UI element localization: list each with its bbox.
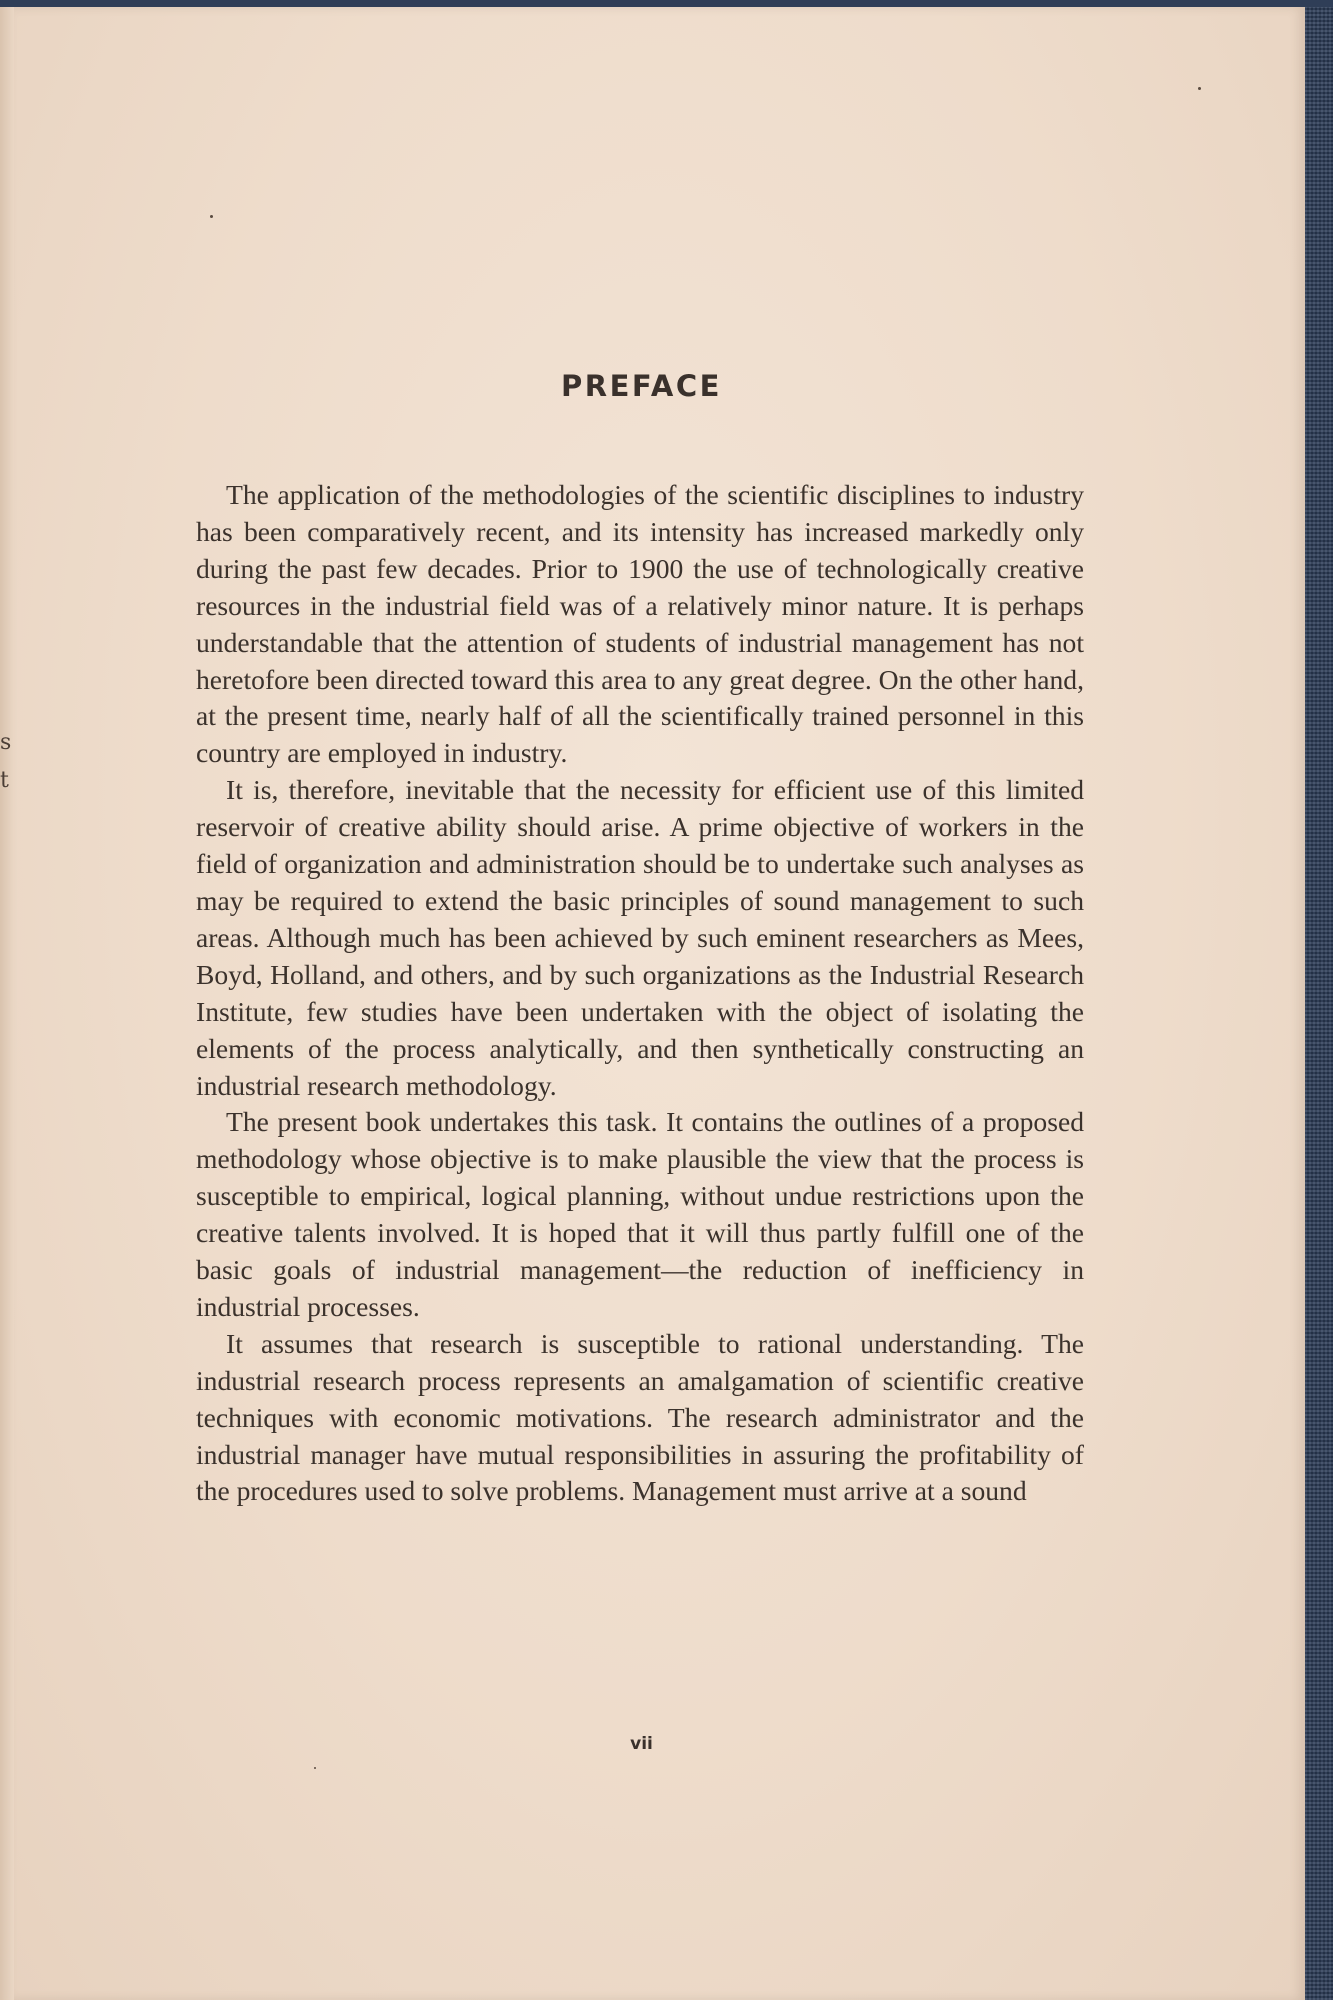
preface-body xyxy=(196,477,1084,1510)
facing-page-char: s xyxy=(0,730,12,755)
paragraph: It is, therefore, inevitable that the necessity for efficient use of this limited reservoir of creative ability should arise. A prime objective of workers in the field of organization and administration should be to undertake such analyses as may be required to extend the basic principles of sound management to such areas. Although much has been achieved by such eminent researchers as Mees, Boyd, Holland, and others, and by such organizations as the Industrial Research Institute, few studies have been undertaken with the object of isolating the elements of the process analytically, and then synthetically constructing an industrial research methodology. xyxy=(196,774,1084,1101)
paper-speck xyxy=(314,1767,316,1769)
paper-speck xyxy=(1198,87,1201,90)
facing-page-edge xyxy=(0,0,14,2000)
book-cover-top-edge xyxy=(0,0,1333,7)
book-page xyxy=(14,7,1305,2000)
facing-page-char: t xyxy=(0,768,9,793)
book-cover-edge xyxy=(1305,0,1333,2000)
page-title: PREFACE xyxy=(561,369,722,403)
page-number: vii xyxy=(630,1734,653,1754)
paragraph: It assumes that research is susceptible to rational understanding. The industrial research process represents an amalgamation of scientific creative techniques with economic motivations. The research administrator and the industrial manager have mutual responsibilities in assuring the profitability of the procedures used to solve problems. Management must arrive at a sound xyxy=(196,1327,1084,1507)
paragraph: The present book undertakes this task. It contains the outlines of a proposed methodology whose objective is to make plausible the view that the process is susceptible to empirical, logical planning, without undue restrictions upon the creative talents involved. It is hoped that it will thus partly fulfill one of the basic goals of industrial management—the reduction of inefficiency in industrial processes. xyxy=(196,1106,1084,1322)
paper-speck xyxy=(210,215,213,218)
paragraph: The application of the methodologies of the scientific disciplines to industry has been comparatively recent, and its intensity has increased markedly only during the past few decades. Prior to 1900 the use of technologically creative resources in the industrial field was of a relatively minor nature. It is perhaps understandable that the attention of students of industrial management has not heretofore been directed toward this area to any great degree. On the other hand, at the present time, nearly half of all the scientifically trained personnel in this country are employed in industry. xyxy=(196,479,1084,769)
